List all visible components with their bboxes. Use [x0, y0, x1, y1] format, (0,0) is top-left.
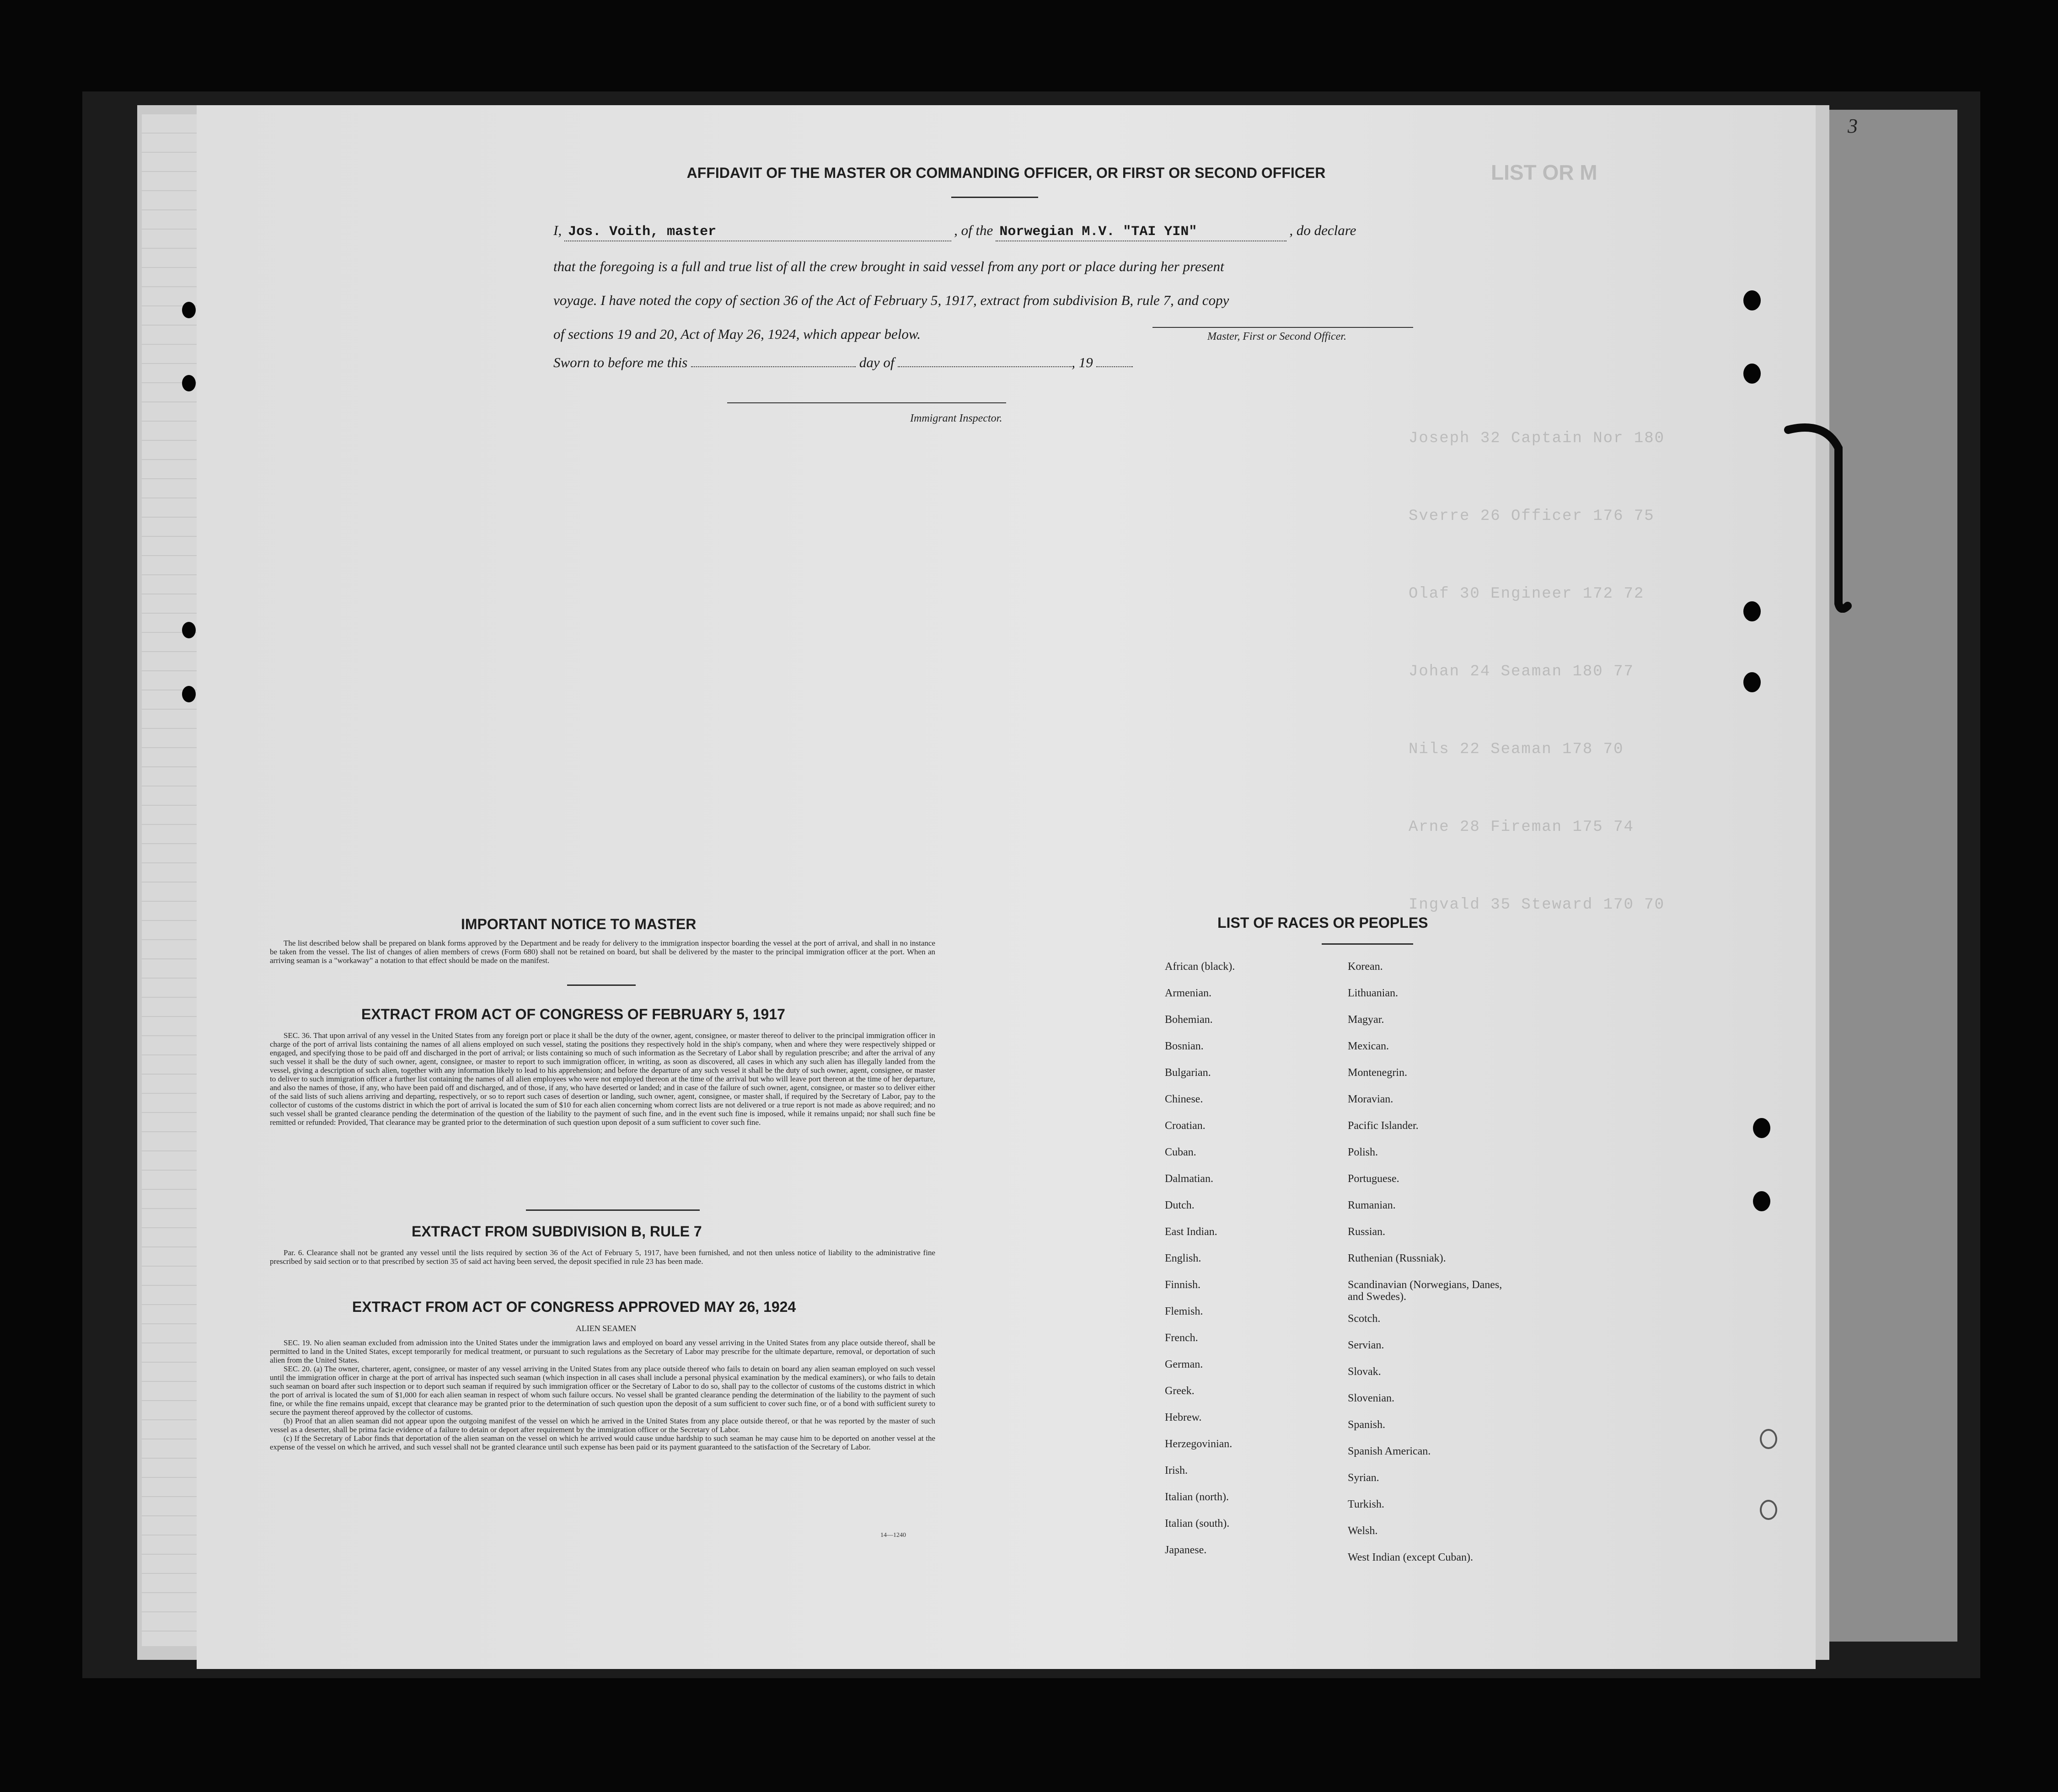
- race-item: Lithuanian.: [1348, 987, 1398, 999]
- extract-1917-body: [270, 1031, 935, 1127]
- document-page: [197, 105, 1816, 1669]
- race-item: Spanish.: [1348, 1419, 1386, 1431]
- punch-hole: [1760, 1500, 1777, 1520]
- race-item: Magyar.: [1348, 1014, 1384, 1026]
- section-20a-paragraph: SEC. 20. (a) The owner, charterer, agent, consignee, or master of any vessel arriving in the United States from any place outside thereof who fails to detain on board any alien seaman employed on such vessel until the immigration officer in charge at the port of arrival has inspected such seaman (which inspection in all cases shall include a personal physical examination by the medical examiners), or who fails to detain such seaman on board after such inspection or to deport such seaman if required by such immigration officer or the Secretary of Labor to do so, shall pay to the collector of customs of the customs district in which the port of arrival is located the sum of $1,000 for each alien seaman in respect of whom such failure occurs. No vessel shall be granted clearance pending the determination of the liability to the payment of such fine, or while the fine remains unpaid, except that clearance may be granted prior to the determination of such question upon the deposit of a sum sufficient to cover such fine, or of a bond with sufficient surety to secure the payment thereof approved by the collector of customs.: [270, 1364, 935, 1417]
- race-item: East Indian.: [1165, 1226, 1217, 1238]
- race-item: Russian.: [1348, 1226, 1386, 1238]
- races-column-2: [1348, 953, 1517, 1571]
- race-item: Spanish American.: [1348, 1445, 1431, 1457]
- title-divider: [951, 197, 1038, 198]
- binding-hole: [182, 375, 196, 391]
- race-item: Irish.: [1165, 1465, 1188, 1476]
- declaration-pronoun: I,: [553, 222, 562, 238]
- race-item: Japanese.: [1165, 1544, 1207, 1556]
- race-item: Chinese.: [1165, 1093, 1203, 1105]
- race-item: Armenian.: [1165, 987, 1211, 999]
- race-item: Mexican.: [1348, 1040, 1389, 1052]
- race-item: Slovak.: [1348, 1366, 1381, 1378]
- races-column-1: [1165, 953, 1235, 1563]
- race-item: Hebrew.: [1165, 1412, 1202, 1423]
- rule-7-title: EXTRACT FROM SUBDIVISION B, RULE 7: [412, 1223, 702, 1240]
- master-name-field: Jos. Voith, master: [564, 223, 951, 241]
- master-signature-label: Master, First or Second Officer.: [1207, 331, 1346, 342]
- inspector-signature-line: [727, 402, 1006, 403]
- extract-1924-title: EXTRACT FROM ACT OF CONGRESS APPROVED MAY 26, 1924: [352, 1299, 796, 1315]
- bleed-through-row: Nils 22 Seaman 178 70: [1409, 741, 1624, 758]
- binding-hole: [182, 302, 196, 318]
- extract-1917-title: EXTRACT FROM ACT OF CONGRESS OF FEBRUARY 5, 1917: [361, 1006, 785, 1022]
- of-the-text: , of the: [954, 222, 993, 238]
- bleed-through-row: Arne 28 Fireman 175 74: [1409, 818, 1634, 836]
- race-item: Servian.: [1348, 1339, 1384, 1351]
- rule-7-paragraph: Par. 6. Clearance shall not be granted any vessel until the lists required by section 36 of the Act of February 5, 1917, have been furnished, and not then unless notice of liability to the administrative fine prescribed by said section or to that prescribed by section 35 of said act having been served, the deposit specified in rule 23 has been made.: [270, 1248, 935, 1266]
- race-item: Polish.: [1348, 1146, 1378, 1158]
- margin-note: 3: [1848, 115, 1858, 137]
- race-item: Welsh.: [1348, 1525, 1378, 1537]
- race-item: Cuban.: [1165, 1146, 1196, 1158]
- race-item: Korean.: [1348, 961, 1383, 973]
- race-item: Slovenian.: [1348, 1392, 1394, 1404]
- race-item: Scandinavian (Norwegians, Danes, and Swedes).: [1348, 1279, 1502, 1303]
- race-item: Montenegrin.: [1348, 1067, 1407, 1079]
- extract-1924-body: [270, 1338, 935, 1451]
- race-item: French.: [1165, 1332, 1198, 1344]
- race-item: Moravian.: [1348, 1093, 1393, 1105]
- section-36-paragraph: SEC. 36. That upon arrival of any vessel in the United States from any foreign port or place it shall be the duty of the owner, agent, consignee, or master thereof to deliver to the principal immigration officer in charge of the port of arrival lists containing the names of all aliens employed on such vessel, stating the positions they respectively hold in the ship's company, when and where they were respectively shipped or engaged, and specifying those to be paid off and discharged in the port of arrival; or lists containing so much of such information as the Secretary of Labor shall by regulation prescribe; and after the arrival of any such vessel it shall be the duty of such owner, agent, consignee, or master to report to such immigration officer, in writing, as soon as discovered, all cases in which any such alien has illegally landed from the vessel, giving a description of such alien, together with any information likely to lead to his apprehension; and before the departure of any such vessel it shall be the duty of such owner, agent, consignee, or master to deliver to such immigration officer a further list containing the names of all alien employees who were not employed thereon at the time of the arrival but who will leave port thereon at the time of her departure, and also the names of those, if any, who have been paid off and discharged, and of those, if any, who have deserted or landed; and in case of the failure of such owner, agent, consignee, or master so to deliver either of the said lists of such aliens arriving and departing, respectively, or so to report such cases of desertion or landing, such owner, agent, consignee, or master shall, if required by the Secretary of Labor, pay to the collector of customs of the customs district in which the port of arrival is located the sum of $10 for each alien concerning whom correct lists are not delivered or a true report is not made as above required; and no such vessel shall be granted clearance pending the determination of the question of the liability to the payment of such fine, and in the event such fine is imposed, while it remains unpaid; nor shall such fine be remitted or refunded: Provided, That clearance may be granted prior to the determination of such question upon deposit of a sum sufficient to cover such fine.: [270, 1031, 935, 1127]
- race-item: Bosnian.: [1165, 1040, 1204, 1052]
- do-declare-text: , do declare: [1289, 222, 1356, 238]
- section-divider: [526, 1209, 700, 1211]
- races-title: LIST OF RACES OR PEOPLES: [1217, 915, 1428, 931]
- affidavit-title: AFFIDAVIT OF THE MASTER OR COMMANDING OFFICER, OR FIRST OR SECOND OFFICER: [686, 165, 1326, 181]
- bleed-through-row: Ingvald 35 Steward 170 70: [1409, 896, 1665, 914]
- vessel-name-field: Norwegian M.V. "TAI YIN": [996, 223, 1286, 241]
- race-item: Ruthenian (Russniak).: [1348, 1252, 1446, 1264]
- sworn-before-line: [553, 354, 1133, 371]
- bleed-through-row: Sverre 26 Officer 176 75: [1409, 508, 1655, 525]
- year-prefix-text: , 19: [1072, 354, 1093, 370]
- race-item: English.: [1165, 1252, 1201, 1264]
- race-item: West Indian (except Cuban).: [1348, 1551, 1473, 1563]
- declaration-line-2: that the foregoing is a full and true list of all the crew brought in said vessel from any port or place during her present: [553, 258, 1224, 274]
- race-item: Portuguese.: [1348, 1173, 1399, 1185]
- ruled-margin-sheet: [142, 114, 201, 1646]
- race-item: Dutch.: [1165, 1199, 1195, 1211]
- bleed-through-heading: LIST OR M: [1491, 160, 1597, 184]
- punch-hole: [1753, 1191, 1770, 1211]
- race-item: Pacific Islander.: [1348, 1120, 1419, 1132]
- sworn-year-field: [1096, 357, 1133, 367]
- race-item: Flemish.: [1165, 1305, 1203, 1317]
- punch-hole: [1753, 1118, 1770, 1138]
- race-item: Bulgarian.: [1165, 1067, 1211, 1079]
- race-item: Scotch.: [1348, 1313, 1381, 1325]
- punch-hole: [1743, 601, 1761, 621]
- section-20c-paragraph: (c) If the Secretary of Labor finds that deportation of the alien seaman on the vessel on which he arrived would cause undue hardship to such seaman he may cause him to be deported on another vessel at the expense of the vessel on which he arrived, and such vessel shall not be granted clearance until such expense has been paid or its payment guaranteed to the satisfaction of the Secretary of Labor.: [270, 1434, 935, 1451]
- alien-seamen-subtitle: ALIEN SEAMEN: [575, 1324, 637, 1333]
- section-19-paragraph: SEC. 19. No alien seaman excluded from admission into the United States under the immigration laws and employed on board any vessel arriving in the United States from any place outside thereof, shall be permitted to land in the United States, except temporarily for medical treatment, or pursuant to such regulations as the Secretary of Labor may prescribe for the ultimate departure, removal, or deportation of such alien from the United States.: [270, 1338, 935, 1364]
- race-item: Italian (south).: [1165, 1518, 1230, 1530]
- race-item: German.: [1165, 1359, 1203, 1370]
- sworn-text: Sworn to before me this: [553, 354, 688, 370]
- rule-7-body: [270, 1248, 935, 1266]
- sworn-day-field: [691, 357, 856, 367]
- bleed-through-row: Johan 24 Seaman 180 77: [1409, 663, 1634, 680]
- section-20b-paragraph: (b) Proof that an alien seaman did not appear upon the outgoing manifest of the vessel on which he arrived in the United States from any place outside thereof, or that he was reported by the master of such vessel as a deserter, shall be prima facie evidence of a failure to detain or deport after requirement by the immigration officer or the Secretary of Labor.: [270, 1417, 935, 1434]
- punch-hole: [1743, 672, 1761, 692]
- race-item: Italian (north).: [1165, 1491, 1229, 1503]
- declaration-line-3: voyage. I have noted the copy of section 36 of the Act of February 5, 1917, extract from subdivision B, rule 7, and copy: [553, 292, 1229, 308]
- race-item: Croatian.: [1165, 1120, 1206, 1132]
- sworn-month-field: [898, 357, 1072, 367]
- binding-hole: [182, 622, 196, 638]
- declaration-line-4: of sections 19 and 20, Act of May 26, 1924, which appear below.: [553, 326, 921, 342]
- punch-hole: [1743, 364, 1761, 384]
- race-item: Dalmatian.: [1165, 1173, 1213, 1185]
- race-item: Herzegovinian.: [1165, 1438, 1233, 1450]
- master-signature-line: [1152, 327, 1413, 328]
- section-divider: [567, 984, 636, 986]
- section-divider: [1322, 943, 1413, 945]
- race-item: Bohemian.: [1165, 1014, 1213, 1026]
- pen-clip-mark: [1784, 421, 1857, 613]
- binding-hole: [182, 686, 196, 702]
- day-of-text: day of: [859, 354, 895, 370]
- notice-title: IMPORTANT NOTICE TO MASTER: [461, 916, 697, 932]
- race-item: Turkish.: [1348, 1498, 1384, 1510]
- race-item: Syrian.: [1348, 1472, 1379, 1484]
- race-item: Greek.: [1165, 1385, 1195, 1397]
- form-code: 14—1240: [880, 1532, 906, 1539]
- punch-hole: [1760, 1429, 1777, 1449]
- inspector-label: Immigrant Inspector.: [910, 412, 1002, 424]
- declaration-text: [553, 222, 1660, 343]
- bleed-through-row: Olaf 30 Engineer 172 72: [1409, 585, 1645, 603]
- race-item: Finnish.: [1165, 1279, 1201, 1291]
- race-item: African (black).: [1165, 961, 1235, 973]
- notice-body: [270, 939, 935, 965]
- punch-hole: [1743, 290, 1761, 310]
- notice-paragraph: The list described below shall be prepared on blank forms approved by the Department and be ready for delivery to the immigration inspector boarding the vessel at the port of arrival, and shall in no instance be taken from the vessel. The list of changes of alien members of crews (Form 680) shall not be retained on board, but shall be delivered by the master to the principal immigration officer at the port. When an arriving seaman is a "workaway" a notation to that effect should be made on the manifest.: [270, 939, 935, 965]
- bleed-through-row: Joseph 32 Captain Nor 180: [1409, 430, 1665, 447]
- race-item: Rumanian.: [1348, 1199, 1396, 1211]
